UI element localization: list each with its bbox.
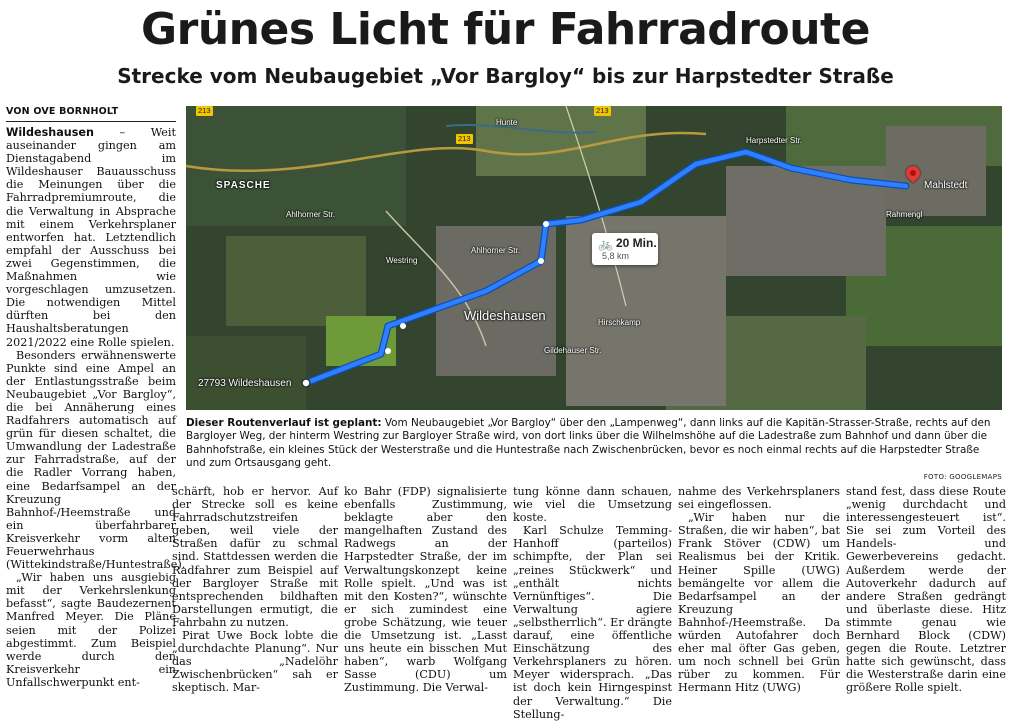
- paragraph: Karl Schulze Temming-Hanhoff (parteilos) schimpfte, der Plan sei „reines Stückwerk“ und „enthält nichts Vernünftiges“. Die Verwaltung agiere „selbstherrlich“. Er drängte darauf, eine öffentliche Einschätzung des Verkehrsplaners zu hören. Meyer widersprach. „Das ist doch kein Hirngespinst der Verwaltung.“ Die Stellung-: [513, 524, 672, 721]
- article-column-2: [172, 485, 338, 695]
- photo-caption: [186, 417, 1002, 471]
- route-end-label: Mahlstedt: [924, 180, 968, 191]
- map-street-label: Rahmengl: [886, 210, 923, 219]
- article-column-1: [6, 126, 186, 689]
- route-waypoint: [538, 258, 544, 264]
- map-street-label: Westring: [386, 256, 418, 265]
- article-column-5: [678, 485, 840, 695]
- map-city-label: Wildeshausen: [464, 308, 546, 323]
- article-column-6: [846, 485, 1006, 695]
- route-start-point: [302, 379, 310, 387]
- paragraph: Pirat Uwe Bock lobte die „durchdachte Planung“. Nur das „Nadelöhr Zwischenbrücken“ sah er skeptisch. Mar-: [172, 629, 338, 695]
- paragraph-text: – Weit auseinander gingen am Dienstagabend im Wildeshauser Bauausschuss die Meinungen über die Fahrradpremiumroute, die die Verwaltung in Absprache mit einem Verkehrsplaner entworfen hat. Letztendlich empfahl der Ausschuss bei zwei Gegenstimmen, die Maßnahmen wie vorgeschlagen umzusetzen. Die notwendigen Mittel dürften bei den Haushaltsberatungen 2021/2022 eine Rolle spielen.: [6, 126, 176, 349]
- paragraph: stand fest, dass diese Route „wenig durchdacht und interessengesteuert ist“. Sie sei zum Vorteil des Handels- und Gewerbevereins gedacht. Außerdem werde der Autoverkehr dadurch auf andere Straßen gedrängt und überlaste diese. Hitz stimmte genau wie Bernhard Block (CDW) gegen die Route. Letztrer hatte sich gewünscht, dass die Westerstraße darin eine größere Rolle spielt.: [846, 485, 1006, 695]
- map-street-label: Ahlhorner Str.: [471, 246, 520, 255]
- route-waypoint: [543, 221, 549, 227]
- article-column-4: [513, 485, 672, 721]
- paragraph: [6, 126, 176, 349]
- paragraph: schärft, hob er hervor. Auf der Strecke soll es keine Fahrradschutzstreifen geben, weil viele der Straßen dafür zu schmal sind. Stattdessen werden die Radfahrer zum Beispiel auf der Bargloyer Straße mit entsprechenden bildhaften Darstellungen ermutigt, die Fahrbahn zu nutzen.: [172, 485, 338, 629]
- map-street-label: Gildehauser Str.: [544, 346, 602, 355]
- headline: Grünes Licht für Fahrradroute: [141, 4, 870, 55]
- caption-text: Vom Neubaugebiet „Vor Bargloy“ über den „Lampenweg“, dann links auf die Kapitän-Strasser-Straße, rechts auf den Bargloyer Weg, der hinterm Westring zur Bargloyer Straße wird, von dort links über die Wilhelmshöhe auf die Ladestraße zum Bahnhof und dann über die Bahnhofstraße, ein kleines Stück der Westerstraße und die Huntestraße nach Zwischenbrücken, bevor es noch einmal rechts auf die Harpstedter Straße und zum Ortsausgang geht.: [186, 417, 991, 470]
- paragraph: ko Bahr (FDP) signalisierte ebenfalls Zustimmung, beklagte aber den mangelhaften Zustand des Radwegs an der Harpstedter Straße, der im Verwaltungskonzept keine Rolle spielt. „Und was ist mit den Kosten?“, wünschte er sich zumindest eine grobe Schätzung, wie teuer die Umsetzung ist. „Lasst uns heute ein bisschen Mut haben“, warb Wolfgang Sasse (CDU) um Zustimmung. Die Verwal-: [344, 485, 507, 695]
- caption-lead: Dieser Routenverlauf ist geplant:: [186, 417, 382, 429]
- route-waypoint: [385, 348, 391, 354]
- map-street-label: Ahlhorner Str.: [286, 210, 335, 219]
- article-column-3: [344, 485, 507, 695]
- map-river-label: Hunte: [496, 118, 518, 127]
- paragraph: „Wir haben uns ausgiebig mit der Verkehrslenkung befasst“, sagte Baudezernent Manfred Meyer. Die Pläne seien mit der Polizei abgestimmt. Zum Beispiel werde durch den Kreisverkehr ein Unfallschwerpunkt ent-: [6, 571, 176, 689]
- road-number-badge: 213: [458, 134, 471, 143]
- map-place-label: SPASCHE: [216, 180, 271, 191]
- map-street-label: Harpstedter Str.: [746, 136, 803, 145]
- paragraph: tung könne dann schauen, wie viel die Umsetzung koste.: [513, 485, 672, 525]
- route-time: 20 Min.: [616, 236, 657, 250]
- paragraph: Besonders erwähnenswerte Punkte sind eine Ampel an der Entlastungsstraße beim Neubaugebiet „Vor Bargloy“, die bei Annäherung eines Radfahrers automatisch auf grün für diesen schaltet, die Umwandlung der Ladestraße zur Fahrradstraße, auf der die Radler Vorrang haben, eine Bedarfsampel an der Kreuzung Bahnhof-/Heemstraße und ein überfahrbarer Kreisverkehr vorm alten Feuerwehrhaus (Wittekindstraße/Huntestraße).: [6, 348, 186, 572]
- paragraph: „Wir haben nur die Straßen, die wir haben“, bat Frank Stöver (CDW) um Realismus bei der Kritik. Heiner Spille (UWG) bemängelte vor allem die Bedarfsampel an der Kreuzung Bahnhof-/Heemstraße. Da würden Autofahrer doch eher mal öfter Gas geben, um noch schnell bei Grün rüber zu kommen. Für Hermann Hitz (UWG): [678, 511, 840, 695]
- lead-place: Wildeshausen: [6, 126, 94, 139]
- road-number-badge: 213: [596, 106, 609, 115]
- route-waypoint: [400, 323, 406, 329]
- map-street-label: Hirschkamp: [598, 318, 641, 327]
- route-start-label: 27793 Wildeshausen: [198, 378, 292, 389]
- photo-credit: FOTO: GOOGLEMAPS: [923, 473, 1002, 481]
- byline: VON OVE BORNHOLT: [6, 106, 176, 122]
- route-distance: 5,8 km: [602, 251, 630, 261]
- subheadline: Strecke vom Neubaugebiet „Vor Bargloy“ bis zur Harpstedter Straße: [117, 64, 894, 88]
- road-number-badge: 213: [198, 106, 211, 115]
- paragraph: nahme des Verkehrsplaners sei eingeflossen.: [678, 485, 840, 512]
- bicycle-icon: 🚲: [598, 237, 613, 251]
- route-summary-badge: [592, 233, 658, 265]
